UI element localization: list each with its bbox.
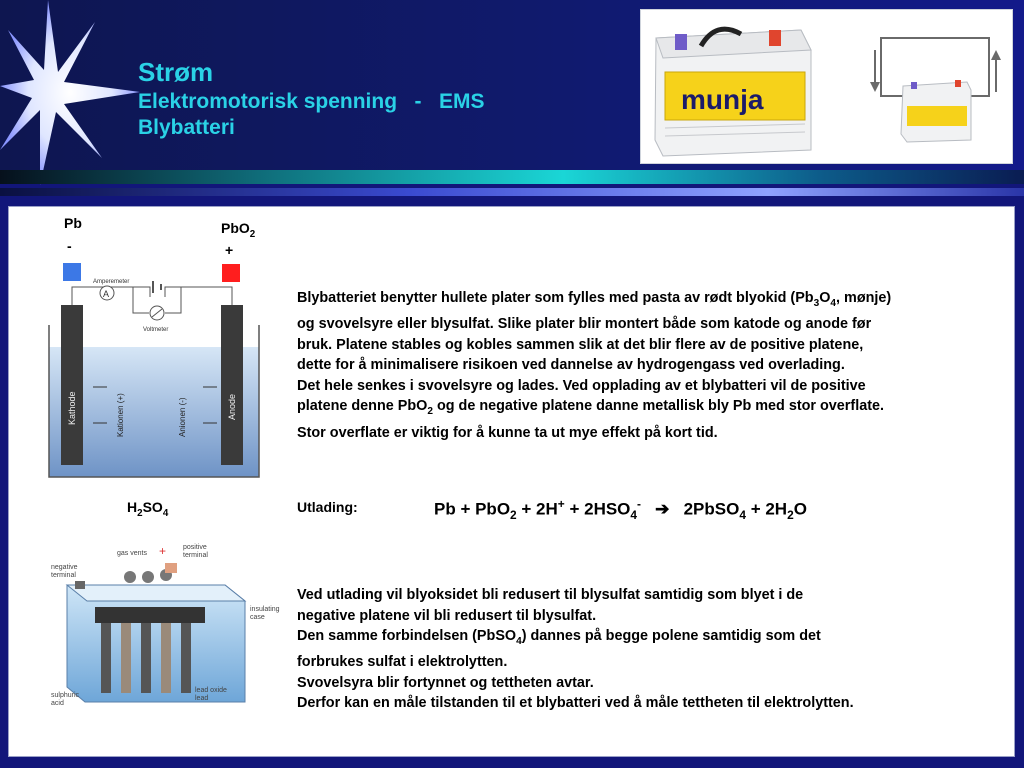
positive-terminal-label-1: positive — [183, 544, 207, 551]
negative-terminal-label-1: negative — [51, 564, 78, 571]
content-panel — [8, 206, 1015, 757]
anode-label: Anode — [227, 393, 237, 420]
positive-terminal-label-2: terminal — [183, 552, 208, 559]
star-graphic — [0, 0, 140, 185]
sulphuric-acid-label-2: acid — [51, 700, 64, 707]
cathode-label: Kathode — [67, 391, 77, 425]
header-stripe-secondary — [0, 188, 1024, 196]
positive-electrode-label: PbO$_2$ — [221, 220, 256, 240]
discharge-equation: $Pb + PbO_2 + 2H^+ + 2HSO_4^-$ ➔ 2PbSO$_4$ + $2H_2O$ — [434, 497, 807, 523]
discharge-label: Utlading: — [297, 499, 358, 515]
plus-symbol: + — [159, 544, 167, 558]
positive-sign: + — [225, 242, 234, 258]
page-title: Strøm — [138, 57, 214, 87]
discharge-paragraph: Ved utlading vil blyoksidet bli redusert til blysulfat samtidig som blyet i de negative platene vil bli redusert til blysulfat. Den samme forbindelsen (PbSO$_4$) dannes på begge polene samtidig som det forbrukes sulfat i elektrolytten. Svovelsyra blir fortynnet og tettheten avtar. Derfor kan en måle tilstanden til et blybatteri ved å måle tettheten til elektrolytten. — [297, 587, 854, 712]
negative-terminal-label-2: terminal — [51, 572, 76, 579]
insulating-case-label-1: insulating — [250, 606, 280, 613]
voltmeter-label: Voltmeter — [143, 327, 169, 333]
anions-label: Anionen (-) — [178, 397, 187, 437]
svg-text:A: A — [103, 289, 110, 299]
gas-vents-label: gas vents — [117, 550, 147, 557]
battery-photo — [640, 9, 1013, 164]
lead-oxide-label: lead oxide — [195, 687, 227, 694]
insulating-case-label-2: case — [250, 614, 265, 621]
negative-sign: - — [67, 238, 72, 254]
page-subtitle: Elektromotorisk spenning - EMS — [138, 89, 485, 113]
negative-electrode-label: Pb — [64, 215, 82, 231]
header-stripe — [0, 170, 1024, 184]
lead-label: lead — [195, 695, 209, 702]
sulphuric-acid-label-1: sulphuric — [51, 692, 80, 699]
reaction-arrow-icon: ➔ — [655, 499, 670, 519]
page-subtitle-2: Blybatteri — [138, 115, 235, 139]
description-paragraph: Blybatteriet benytter hullete plater som fylles med pasta av rødt blyokid ($Pb_3O_4$, mønje) og svovelsyre eller blysulfat. Slike plater blir montert både som katode og anode før bruk. Platene stables og kobles sammen slik at det blir flere av de positive platene, dette for å minimalisere risikoen ved dannelse av hydrogengass ved overlading. Det hele senkes i svovelsyre og lades. Ved opplading av et blybatteri vil de positive platene denne PbO$_2$ og de negative platene danne metallisk bly Pb med stor overflate. Stor overflate er viktig for å kunne ta ut mye effekt på kort tid. — [297, 290, 892, 441]
electrolyte-label: $H_2SO_4$ — [127, 499, 169, 519]
amperemeter-label: Amperemeter — [93, 279, 130, 285]
cations-label: Kationen (+) — [116, 393, 125, 437]
battery-brand: munja — [681, 84, 764, 115]
title-block — [138, 56, 485, 141]
electrolytic-cell-diagram — [45, 275, 263, 487]
lead-acid-battery-diagram — [45, 537, 290, 717]
